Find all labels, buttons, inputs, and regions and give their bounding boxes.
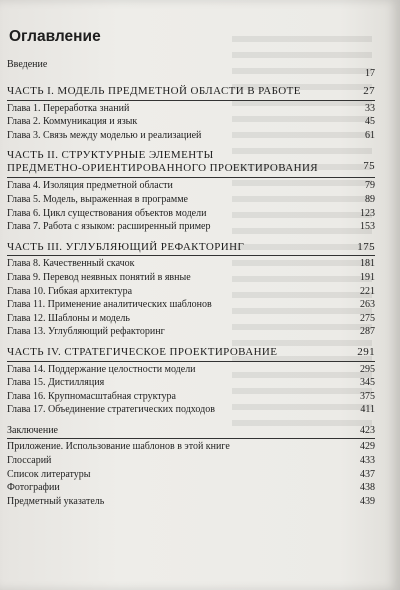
part-divider <box>7 438 375 439</box>
toc-chapter-label: Глава 14. Поддержание целостности модели <box>7 363 196 375</box>
toc-part-heading: ЧАСТЬ I. МОДЕЛЬ ПРЕДМЕТНОЙ ОБЛАСТИ В РАБОТЕ <box>7 85 301 97</box>
toc-chapter-page: 123 <box>360 207 375 219</box>
toc-chapter <box>7 220 375 234</box>
toc-chapter-page: 287 <box>360 326 375 338</box>
toc-chapter <box>7 403 375 417</box>
toc-chapter-page: 411 <box>360 404 375 416</box>
toc-chapter-label: Глава 16. Крупномасштабная структура <box>7 390 176 402</box>
toc-entry-conclusion <box>7 424 375 438</box>
toc-entry-bibliography <box>7 468 375 482</box>
toc-entry-index <box>7 495 375 509</box>
toc-chapter <box>7 325 375 339</box>
toc-chapter <box>7 312 375 326</box>
toc-chapter-page: 295 <box>360 363 375 375</box>
toc-entry-label: Фотографии <box>7 482 60 494</box>
toc-entry-page: 423 <box>360 424 375 436</box>
toc-chapter-page: 33 <box>365 102 375 114</box>
toc-chapter-page: 263 <box>360 299 375 311</box>
toc-chapter-label: Глава 15. Дистилляция <box>7 377 105 389</box>
toc-chapter <box>7 363 375 377</box>
toc-chapter-label: Глава 4. Изоляция предметной области <box>7 180 173 192</box>
toc-chapter-page: 181 <box>360 258 375 270</box>
toc-chapter-label: Глава 12. Шаблоны и модель <box>7 312 130 324</box>
toc-entry-label: Глоссарий <box>7 455 52 467</box>
toc-chapter-page: 275 <box>360 312 375 324</box>
toc-chapter-page: 221 <box>360 285 375 297</box>
part-divider <box>7 361 375 362</box>
toc-chapter-label: Глава 2. Коммуникация и язык <box>7 116 138 128</box>
toc-chapter-label: Глава 6. Цикл существования объектов модели <box>7 207 207 219</box>
toc-part-4 <box>7 346 375 360</box>
toc-entry-photos <box>7 481 375 495</box>
toc-chapter <box>7 179 375 193</box>
toc-part-page: 75 <box>363 160 375 173</box>
part-divider <box>7 255 375 256</box>
toc-entry-label: Предметный указатель <box>7 495 105 507</box>
toc-chapter <box>7 207 375 221</box>
toc-chapter-page: 345 <box>360 377 375 389</box>
toc-part-heading: ЧАСТЬ IV. СТРАТЕГИЧЕСКОЕ ПРОЕКТИРОВАНИЕ <box>7 345 278 358</box>
toc-entry-glossary <box>7 454 375 468</box>
toc-part-page: 27 <box>363 85 375 97</box>
toc-part-page: 291 <box>357 345 375 358</box>
toc-part-heading-line1: ЧАСТЬ II. СТРУКТУРНЫЕ ЭЛЕМЕНТЫ <box>7 149 214 162</box>
toc-entry-label: Введение <box>7 59 48 70</box>
toc-chapter <box>7 129 375 143</box>
toc-part-heading-line2: ПРЕДМЕТНО-ОРИЕНТИРОВАННОГО ПРОЕКТИРОВАНИЯ <box>7 161 319 174</box>
toc-chapter <box>7 376 375 390</box>
page-title: Оглавление <box>9 28 101 45</box>
toc-entry-intro <box>7 58 375 78</box>
toc-entry-page: 17 <box>365 68 375 79</box>
toc-entry-page: 437 <box>360 468 375 480</box>
toc-chapter <box>7 115 375 129</box>
toc-chapter-label: Глава 8. Качественный скачок <box>7 258 135 270</box>
toc-chapter <box>7 271 375 285</box>
toc-part-2 <box>7 149 375 176</box>
toc-chapter <box>7 390 375 404</box>
toc-chapter-page: 191 <box>360 271 375 283</box>
toc-chapter-page: 375 <box>360 390 375 402</box>
toc-chapter-page: 79 <box>365 180 375 192</box>
toc-entry-label: Список литературы <box>7 468 91 480</box>
toc-chapter <box>7 285 375 299</box>
toc-entry-page: 438 <box>360 482 375 494</box>
toc-entry-page: 429 <box>360 441 375 453</box>
toc-chapter <box>7 102 375 116</box>
toc-chapter-page: 89 <box>365 193 375 205</box>
toc-chapter-label: Глава 13. Углубляющий рефакторинг <box>7 326 165 338</box>
toc-entry-label: Заключение <box>7 424 58 436</box>
toc-entry-page: 439 <box>360 495 375 507</box>
toc-part-heading: ЧАСТЬ III. УГЛУБЛЯЮЩИЙ РЕФАКТОРИНГ <box>7 240 245 253</box>
toc-chapter-label: Глава 17. Объединение стратегических подходов <box>7 404 215 416</box>
toc-chapter-page: 61 <box>365 129 375 141</box>
part-divider <box>7 100 375 101</box>
toc-chapter-label: Глава 10. Гибкая архитектура <box>7 285 133 297</box>
table-of-contents <box>7 58 375 508</box>
toc-chapter-label: Глава 5. Модель, выраженная в программе <box>7 193 188 205</box>
toc-part-1 <box>7 85 375 99</box>
toc-chapter-page: 153 <box>360 221 375 233</box>
part-divider <box>7 177 375 178</box>
toc-chapter-label: Глава 11. Применение аналитических шаблонов <box>7 299 212 311</box>
toc-part-3 <box>7 241 375 255</box>
toc-part-page: 175 <box>357 240 375 253</box>
toc-chapter-label: Глава 9. Перевод неявных понятий в явные <box>7 271 191 283</box>
toc-chapter-label: Глава 7. Работа с языком: расширенный пример <box>7 221 211 233</box>
toc-entry-page: 433 <box>360 455 375 467</box>
toc-entry-label: Приложение. Использование шаблонов в этой книге <box>7 441 230 453</box>
toc-chapter-label: Глава 1. Переработка знаний <box>7 102 130 114</box>
toc-chapter-page: 45 <box>365 116 375 128</box>
toc-chapter <box>7 257 375 271</box>
toc-chapter <box>7 298 375 312</box>
toc-chapter <box>7 193 375 207</box>
toc-entry-appendix <box>7 440 375 454</box>
toc-chapter-label: Глава 3. Связь между моделью и реализацией <box>7 129 202 141</box>
